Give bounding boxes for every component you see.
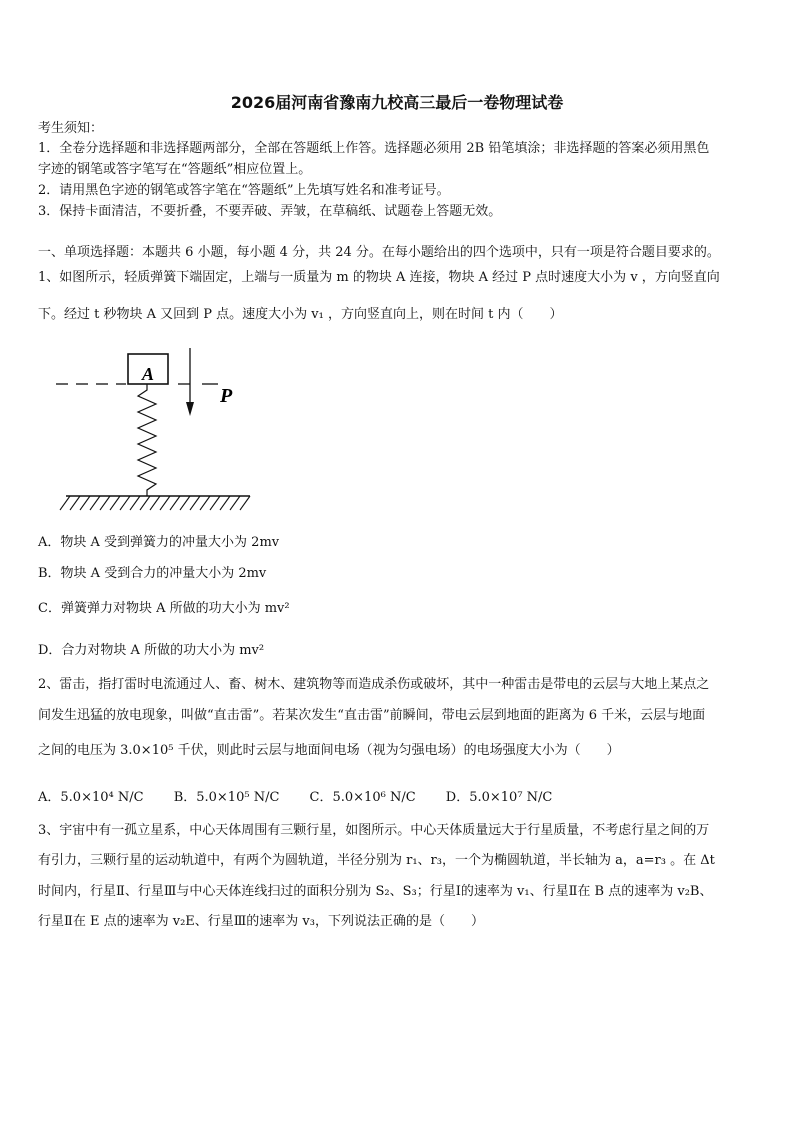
spring xyxy=(138,384,156,496)
notice-heading: 考生须知： xyxy=(38,121,104,136)
q2-option-b: B．5.0×10⁵ N/C xyxy=(173,790,280,805)
q3-line-1: 3、宇宙中有一孤立星系，中心天体周围有三颗行星，如图所示。中心天体质量远大于行星质量，不考虑行星之间的万 xyxy=(38,823,710,838)
section-heading: 一、单项选择题：本题共 6 小题，每小题 4 分，共 24 分。在每小题给出的四个选项中，只有一项是符合题目要求的。 xyxy=(38,245,720,260)
spring-block-figure xyxy=(52,340,262,515)
notice-line-3: 3．保持卡面清洁，不要折叠，不要弄破、弄皱，在草稿纸、试题卷上答题无效。 xyxy=(38,204,502,219)
q2-line-3: 之间的电压为 3.0×10⁵ 千伏，则此时云层与地面间电场（视为匀强电场）的电场强度大小为（ ） xyxy=(38,743,620,758)
velocity-arrow-head xyxy=(186,402,194,416)
block-a-label: A xyxy=(141,364,155,384)
exam-title: 2026届河南省豫南九校高三最后一卷物理试卷 xyxy=(230,93,564,112)
q3-line-4: 行星Ⅱ在 E 点的速率为 v₂E、行星Ⅲ的速率为 v₃，下列说法正确的是（ ） xyxy=(38,914,484,929)
q2-options xyxy=(38,786,578,805)
q1-option-b: B．物块 A 受到合力的冲量大小为 2mv xyxy=(38,566,267,581)
q2-line-1: 2、雷击，指打雷时电流通过人、畜、树木、建筑物等而造成杀伤或破坏，其中一种雷击是带电的云层与大地上某点之 xyxy=(38,677,710,692)
q1-option-a: A．物块 A 受到弹簧力的冲量大小为 2mv xyxy=(38,535,280,550)
q1-option-d: D．合力对物块 A 所做的功大小为 mv² xyxy=(38,643,265,658)
notice-line-1a: 1．全卷分选择题和非选择题两部分，全部在答题纸上作答。选择题必须用 2B 铅笔填涂；非选择题的答案必须用黑色 xyxy=(38,141,710,156)
notice-line-1b: 字迹的钢笔或答字笔写在“答题纸”相应位置上。 xyxy=(38,162,312,177)
notice-line-2: 2．请用黑色字迹的钢笔或答字笔在“答题纸”上先填写姓名和准考证号。 xyxy=(38,183,450,198)
q1-line-1: 1、如图所示，轻质弹簧下端固定，上端与一质量为 m 的物块 A 连接，物块 A 经过 P 点时速度大小为 v ，方向竖直向 xyxy=(38,270,720,285)
q3-line-3: 时间内，行星Ⅱ、行星Ⅲ与中心天体连线扫过的面积分别为 S₂、S₃；行星Ⅰ的速率为 v₁、行星Ⅱ在 B 点的速率为 v₂B、 xyxy=(38,884,713,899)
q1-option-c: C．弹簧弹力对物块 A 所做的功大小为 mv² xyxy=(38,601,290,616)
q2-option-d: D．5.0×10⁷ N/C xyxy=(445,790,553,805)
q1-line-2: 下。经过 t 秒物块 A 又回到 P 点。速度大小为 v₁ ，方向竖直向上，则在时间 t 内（ ） xyxy=(38,307,563,322)
q3-line-2: 有引力，三颗行星的运动轨道中，有两个为圆轨道，半径分别为 r₁、r₃，一个为椭圆轨道，半长轴为 a，a=r₃ 。在 Δt xyxy=(38,853,715,868)
q2-option-c: C．5.0×10⁶ N/C xyxy=(309,790,416,805)
q2-line-2: 间发生迅猛的放电现象，叫做“直击雷”。若某次发生“直击雷”前瞬间，带电云层到地面的距离为 6 千米，云层与地面 xyxy=(38,708,706,723)
q2-option-a: A．5.0×10⁴ N/C xyxy=(38,790,144,805)
ground-hatching xyxy=(60,496,250,510)
point-p-label: P xyxy=(220,385,233,407)
